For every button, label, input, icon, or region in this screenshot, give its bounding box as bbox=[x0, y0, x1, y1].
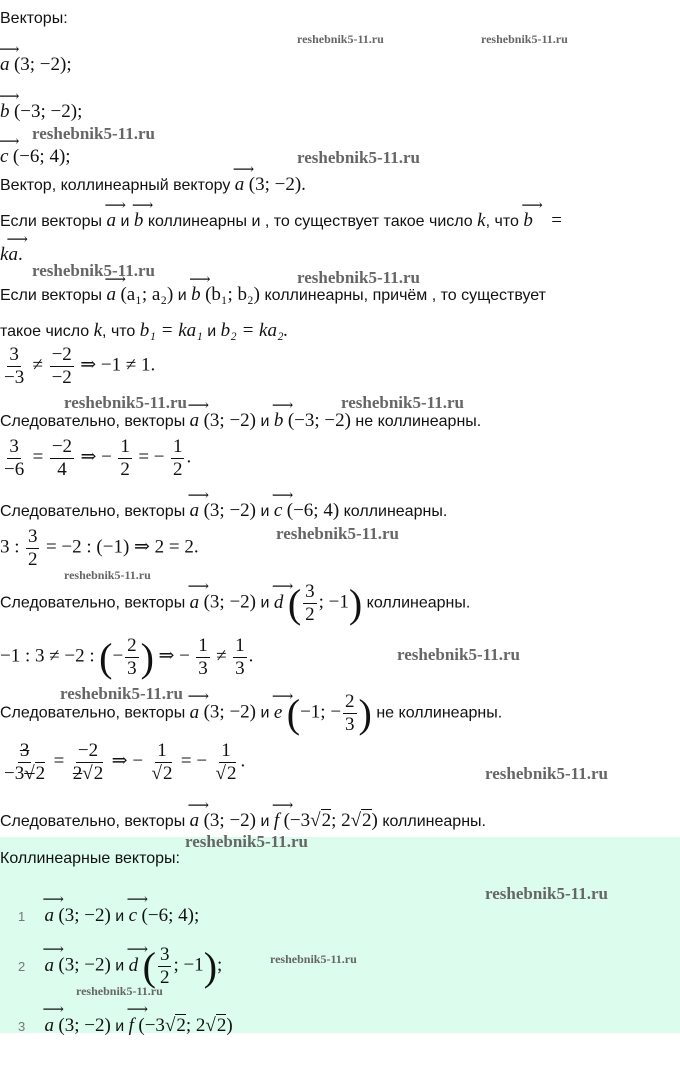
rule1-dot: . bbox=[17, 244, 23, 265]
paren: ( bbox=[142, 944, 156, 989]
watermark: reshebnik5-11.ru bbox=[60, 684, 183, 703]
and-word: и bbox=[115, 908, 125, 925]
coords: ; −1 bbox=[318, 591, 349, 613]
watermark: reshebnik5-11.ru bbox=[485, 764, 608, 783]
coords: (−3; −2) bbox=[287, 410, 351, 431]
coords: (−3√2; 2√2) bbox=[138, 1015, 233, 1036]
vector-a-symbol: ⟶ a bbox=[44, 955, 54, 977]
rule2-coords-b: (b₁; b₂) bbox=[205, 284, 261, 305]
eq-sign: = − bbox=[138, 446, 165, 468]
vector-b-coords: (−3; −2); bbox=[13, 101, 83, 122]
watermark: reshebnik5-11.ru bbox=[297, 148, 420, 167]
implies: ⇒ − bbox=[80, 446, 112, 468]
rule2-line2 bbox=[0, 320, 288, 343]
vector-a-symbol: ⟶ a bbox=[107, 210, 117, 232]
rule1-line1 bbox=[0, 210, 680, 233]
paren: ) bbox=[348, 581, 363, 626]
fraction: $\frac{3}{2}$ bbox=[159, 944, 170, 988]
watermark: reshebnik5-11.ru bbox=[481, 32, 568, 46]
coords: (3; −2) bbox=[203, 500, 257, 521]
vector-d-symbol: ⟶ d bbox=[129, 955, 139, 977]
check-e-formula bbox=[0, 634, 253, 681]
and-word: и bbox=[260, 503, 270, 520]
watermark: reshebnik5-11.ru bbox=[64, 568, 151, 582]
rule2-text3: такое число bbox=[0, 323, 90, 340]
watermark: reshebnik5-11.ru bbox=[270, 952, 357, 966]
coords: (3; −2) bbox=[203, 701, 257, 723]
neq-sign: ≠ bbox=[32, 354, 44, 376]
rule2-and: и bbox=[177, 287, 187, 304]
fraction: $\frac{3}{-3√2}$ bbox=[4, 740, 46, 784]
rule1-and: и bbox=[120, 213, 130, 230]
rule1-k2: k bbox=[0, 244, 9, 265]
rule2-line1 bbox=[0, 284, 546, 307]
vector-c-symbol: ⟶ c bbox=[129, 905, 137, 927]
vector-b-line bbox=[0, 101, 82, 124]
fraction: $\frac{1}{√2}$ bbox=[151, 740, 173, 784]
watermark: reshebnik5-11.ru bbox=[32, 261, 155, 280]
rule1-text3: , что bbox=[485, 213, 519, 230]
dot: . bbox=[186, 446, 192, 468]
rule1-k: k bbox=[477, 210, 486, 231]
vector-b-symbol: ⟶ b bbox=[191, 284, 201, 306]
conclusion-result: не коллинеарны. bbox=[376, 704, 503, 722]
watermark: reshebnik5-11.ru bbox=[297, 32, 384, 46]
rule1-eq: = bbox=[551, 210, 562, 231]
eq-sign: = − bbox=[180, 750, 208, 772]
list-item bbox=[18, 1015, 233, 1037]
rule2-text: Если векторы bbox=[0, 287, 103, 304]
paren: ( bbox=[287, 581, 302, 626]
expr: −1 : 3 ≠ −2 : bbox=[0, 645, 95, 667]
vector-a-symbol: ⟶ a bbox=[0, 54, 10, 76]
dot: . bbox=[240, 750, 246, 772]
collinear-title-text: Вектор, коллинеарный вектору bbox=[0, 177, 231, 194]
eq-sign: = bbox=[53, 750, 65, 772]
vector-f-symbol: ⟶ f bbox=[129, 1015, 134, 1037]
list-number: 2 bbox=[18, 959, 26, 974]
vector-b-symbol: ⟶ b bbox=[523, 210, 533, 232]
watermark: reshebnik5-11.ru bbox=[76, 984, 163, 998]
conclusion-text: Следовательно, векторы bbox=[0, 813, 186, 830]
and-word: и bbox=[115, 957, 125, 975]
rule2-coords-a: (a₁; a₂) bbox=[120, 284, 174, 305]
vector-e-symbol: ⟶ e bbox=[274, 702, 282, 724]
fraction: $\frac{1}{2}$ bbox=[120, 436, 130, 480]
vector-d-symbol: ⟶ d bbox=[274, 592, 284, 614]
coords: (−6; 4); bbox=[141, 905, 200, 926]
paren: ( bbox=[286, 691, 301, 736]
rule2-and2: и bbox=[207, 323, 217, 340]
and-word: и bbox=[260, 413, 270, 430]
coords: (−3√2; 2√2) bbox=[283, 810, 378, 831]
rule2-k: k bbox=[93, 320, 103, 341]
fraction: $\frac{-2}{4}$ bbox=[51, 436, 73, 480]
vector-c-symbol: ⟶ c bbox=[274, 500, 282, 522]
watermark: reshebnik5-11.ru bbox=[185, 832, 308, 851]
watermark: reshebnik5-11.ru bbox=[32, 124, 155, 143]
coords: (3; −2) bbox=[58, 1015, 111, 1036]
watermark: reshebnik5-11.ru bbox=[341, 393, 464, 412]
check-d-formula bbox=[0, 526, 199, 571]
paren: ) bbox=[140, 635, 154, 680]
neq-sign: ≠ bbox=[216, 645, 227, 667]
check-f-formula bbox=[0, 740, 245, 785]
rule2-eq1: b₁ = ka₁ bbox=[139, 320, 203, 341]
check-c-formula bbox=[0, 436, 191, 481]
vector-b-symbol: ⟶ b bbox=[274, 410, 284, 432]
vector-a-symbol: ⟶ a bbox=[44, 1015, 54, 1037]
fraction: $\frac{1}{3}$ bbox=[198, 635, 208, 679]
coords: (−6; 4) bbox=[286, 500, 340, 521]
conclusion-result: не коллинеарны. bbox=[355, 413, 482, 430]
check-b-formula bbox=[0, 344, 155, 389]
list-item bbox=[18, 905, 199, 927]
and-word: и bbox=[260, 704, 270, 722]
conclusion-result: коллинеарны. bbox=[382, 813, 486, 830]
vector-a-symbol: ⟶ a bbox=[107, 284, 117, 306]
eq-sign: = bbox=[32, 446, 44, 468]
conclusion-text: Следовательно, векторы bbox=[0, 594, 186, 612]
watermark: reshebnik5-11.ru bbox=[276, 524, 399, 543]
expr: 3 : bbox=[0, 536, 20, 558]
paren: ) bbox=[203, 944, 218, 989]
expr: = −2 : (−1) ⇒ 2 = 2. bbox=[45, 536, 199, 558]
vector-a-symbol: ⟶ a bbox=[190, 410, 200, 432]
vector-b-symbol: ⟶ b bbox=[134, 210, 144, 232]
vector-a-symbol: ⟶ a bbox=[44, 905, 54, 927]
rule1-line2 bbox=[0, 244, 23, 267]
heading-vectors: Векторы: bbox=[0, 10, 68, 27]
vector-a-symbol: ⟶ a bbox=[190, 702, 200, 724]
vector-a-symbol: ⟶ a bbox=[190, 810, 200, 832]
conclusion-result: коллинеарны. bbox=[343, 503, 448, 520]
vector-a-coords: (3; −2); bbox=[13, 54, 72, 75]
fraction: $\frac{2}{3}$ bbox=[127, 635, 137, 679]
conclusion-text: Следовательно, векторы bbox=[0, 413, 186, 430]
implies: ⇒ − bbox=[158, 645, 190, 667]
coords: (3; −2) bbox=[58, 954, 111, 976]
watermark: reshebnik5-11.ru bbox=[64, 393, 187, 412]
vector-a-symbol: ⟶ a bbox=[8, 244, 18, 266]
fraction: $\frac{3}{-6}$ bbox=[4, 436, 25, 480]
dot: . bbox=[248, 645, 254, 667]
fraction: $\frac{1}{√2}$ bbox=[215, 740, 237, 784]
vector-f-symbol: ⟶ f bbox=[274, 810, 279, 832]
fraction: $\frac{1}{2}$ bbox=[172, 436, 183, 480]
vector-c-symbol: ⟶ c bbox=[0, 146, 8, 168]
watermark: reshebnik5-11.ru bbox=[485, 884, 608, 903]
coords: (3; −2) bbox=[203, 410, 257, 431]
answer-heading: Коллинеарные векторы: bbox=[0, 850, 180, 867]
fraction: $\frac{3}{2}$ bbox=[305, 581, 315, 625]
check-c-conclusion bbox=[0, 500, 447, 523]
vector-b-symbol: ⟶ b bbox=[0, 101, 10, 123]
conclusion-text: Следовательно, векторы bbox=[0, 704, 186, 722]
rule2-text2: коллинеарны, причём , то существует bbox=[264, 287, 546, 304]
fraction: $\frac{1}{3}$ bbox=[235, 635, 245, 679]
coords: ; −1 bbox=[173, 954, 204, 976]
answer-block bbox=[0, 837, 680, 1036]
list-number: 3 bbox=[18, 1019, 26, 1035]
collinear-title-coords: (3; −2). bbox=[248, 174, 306, 195]
paren: ( bbox=[99, 635, 113, 680]
rule1-text: Если векторы bbox=[0, 213, 103, 230]
check-d-conclusion bbox=[0, 580, 470, 627]
check-b-result: ⇒ −1 ≠ 1. bbox=[80, 354, 156, 376]
watermark: reshebnik5-11.ru bbox=[397, 645, 520, 664]
vector-a-symbol: ⟶ a bbox=[190, 592, 200, 614]
minus: − bbox=[112, 645, 124, 667]
fraction: $\frac{-2}{2√2}$ bbox=[72, 740, 104, 784]
fraction: $\frac{-2}{-2}$ bbox=[51, 344, 72, 388]
list-number: 1 bbox=[18, 909, 26, 925]
vector-c-line bbox=[0, 146, 71, 169]
paren: ) bbox=[358, 691, 372, 736]
vector-a-line bbox=[0, 54, 72, 77]
implies: ⇒ − bbox=[111, 750, 144, 772]
rule2-eq2: b₂ = ka₂. bbox=[220, 320, 289, 341]
rule1-text2: коллинеарны и , то существует такое число bbox=[147, 213, 473, 230]
coords: (3; −2) bbox=[203, 591, 257, 613]
vector-a-symbol: ⟶ a bbox=[190, 500, 200, 522]
collinear-title bbox=[0, 174, 306, 197]
check-f-conclusion bbox=[0, 810, 486, 833]
rule2-text4: , что bbox=[102, 323, 136, 340]
conclusion-text: Следовательно, векторы bbox=[0, 503, 186, 520]
vector-a-symbol: ⟶ a bbox=[235, 174, 245, 196]
and-word: и bbox=[115, 1018, 125, 1035]
check-b-conclusion bbox=[0, 410, 481, 433]
watermark: reshebnik5-11.ru bbox=[297, 268, 420, 287]
semicolon: ; bbox=[217, 954, 223, 976]
coords: (3; −2) bbox=[203, 810, 257, 831]
and-word: и bbox=[260, 813, 270, 830]
coords: (3; −2) bbox=[58, 905, 111, 926]
vector-c-coords: (−6; 4); bbox=[12, 146, 71, 167]
fraction: $\frac{3}{2}$ bbox=[27, 526, 38, 570]
fraction: $\frac{2}{3}$ bbox=[345, 691, 355, 735]
and-word: и bbox=[260, 594, 270, 612]
fraction: $\frac{3}{-3}$ bbox=[4, 344, 25, 388]
coords: −1; − bbox=[300, 701, 342, 723]
list-item bbox=[18, 943, 222, 990]
conclusion-result: коллинеарны. bbox=[366, 594, 471, 612]
